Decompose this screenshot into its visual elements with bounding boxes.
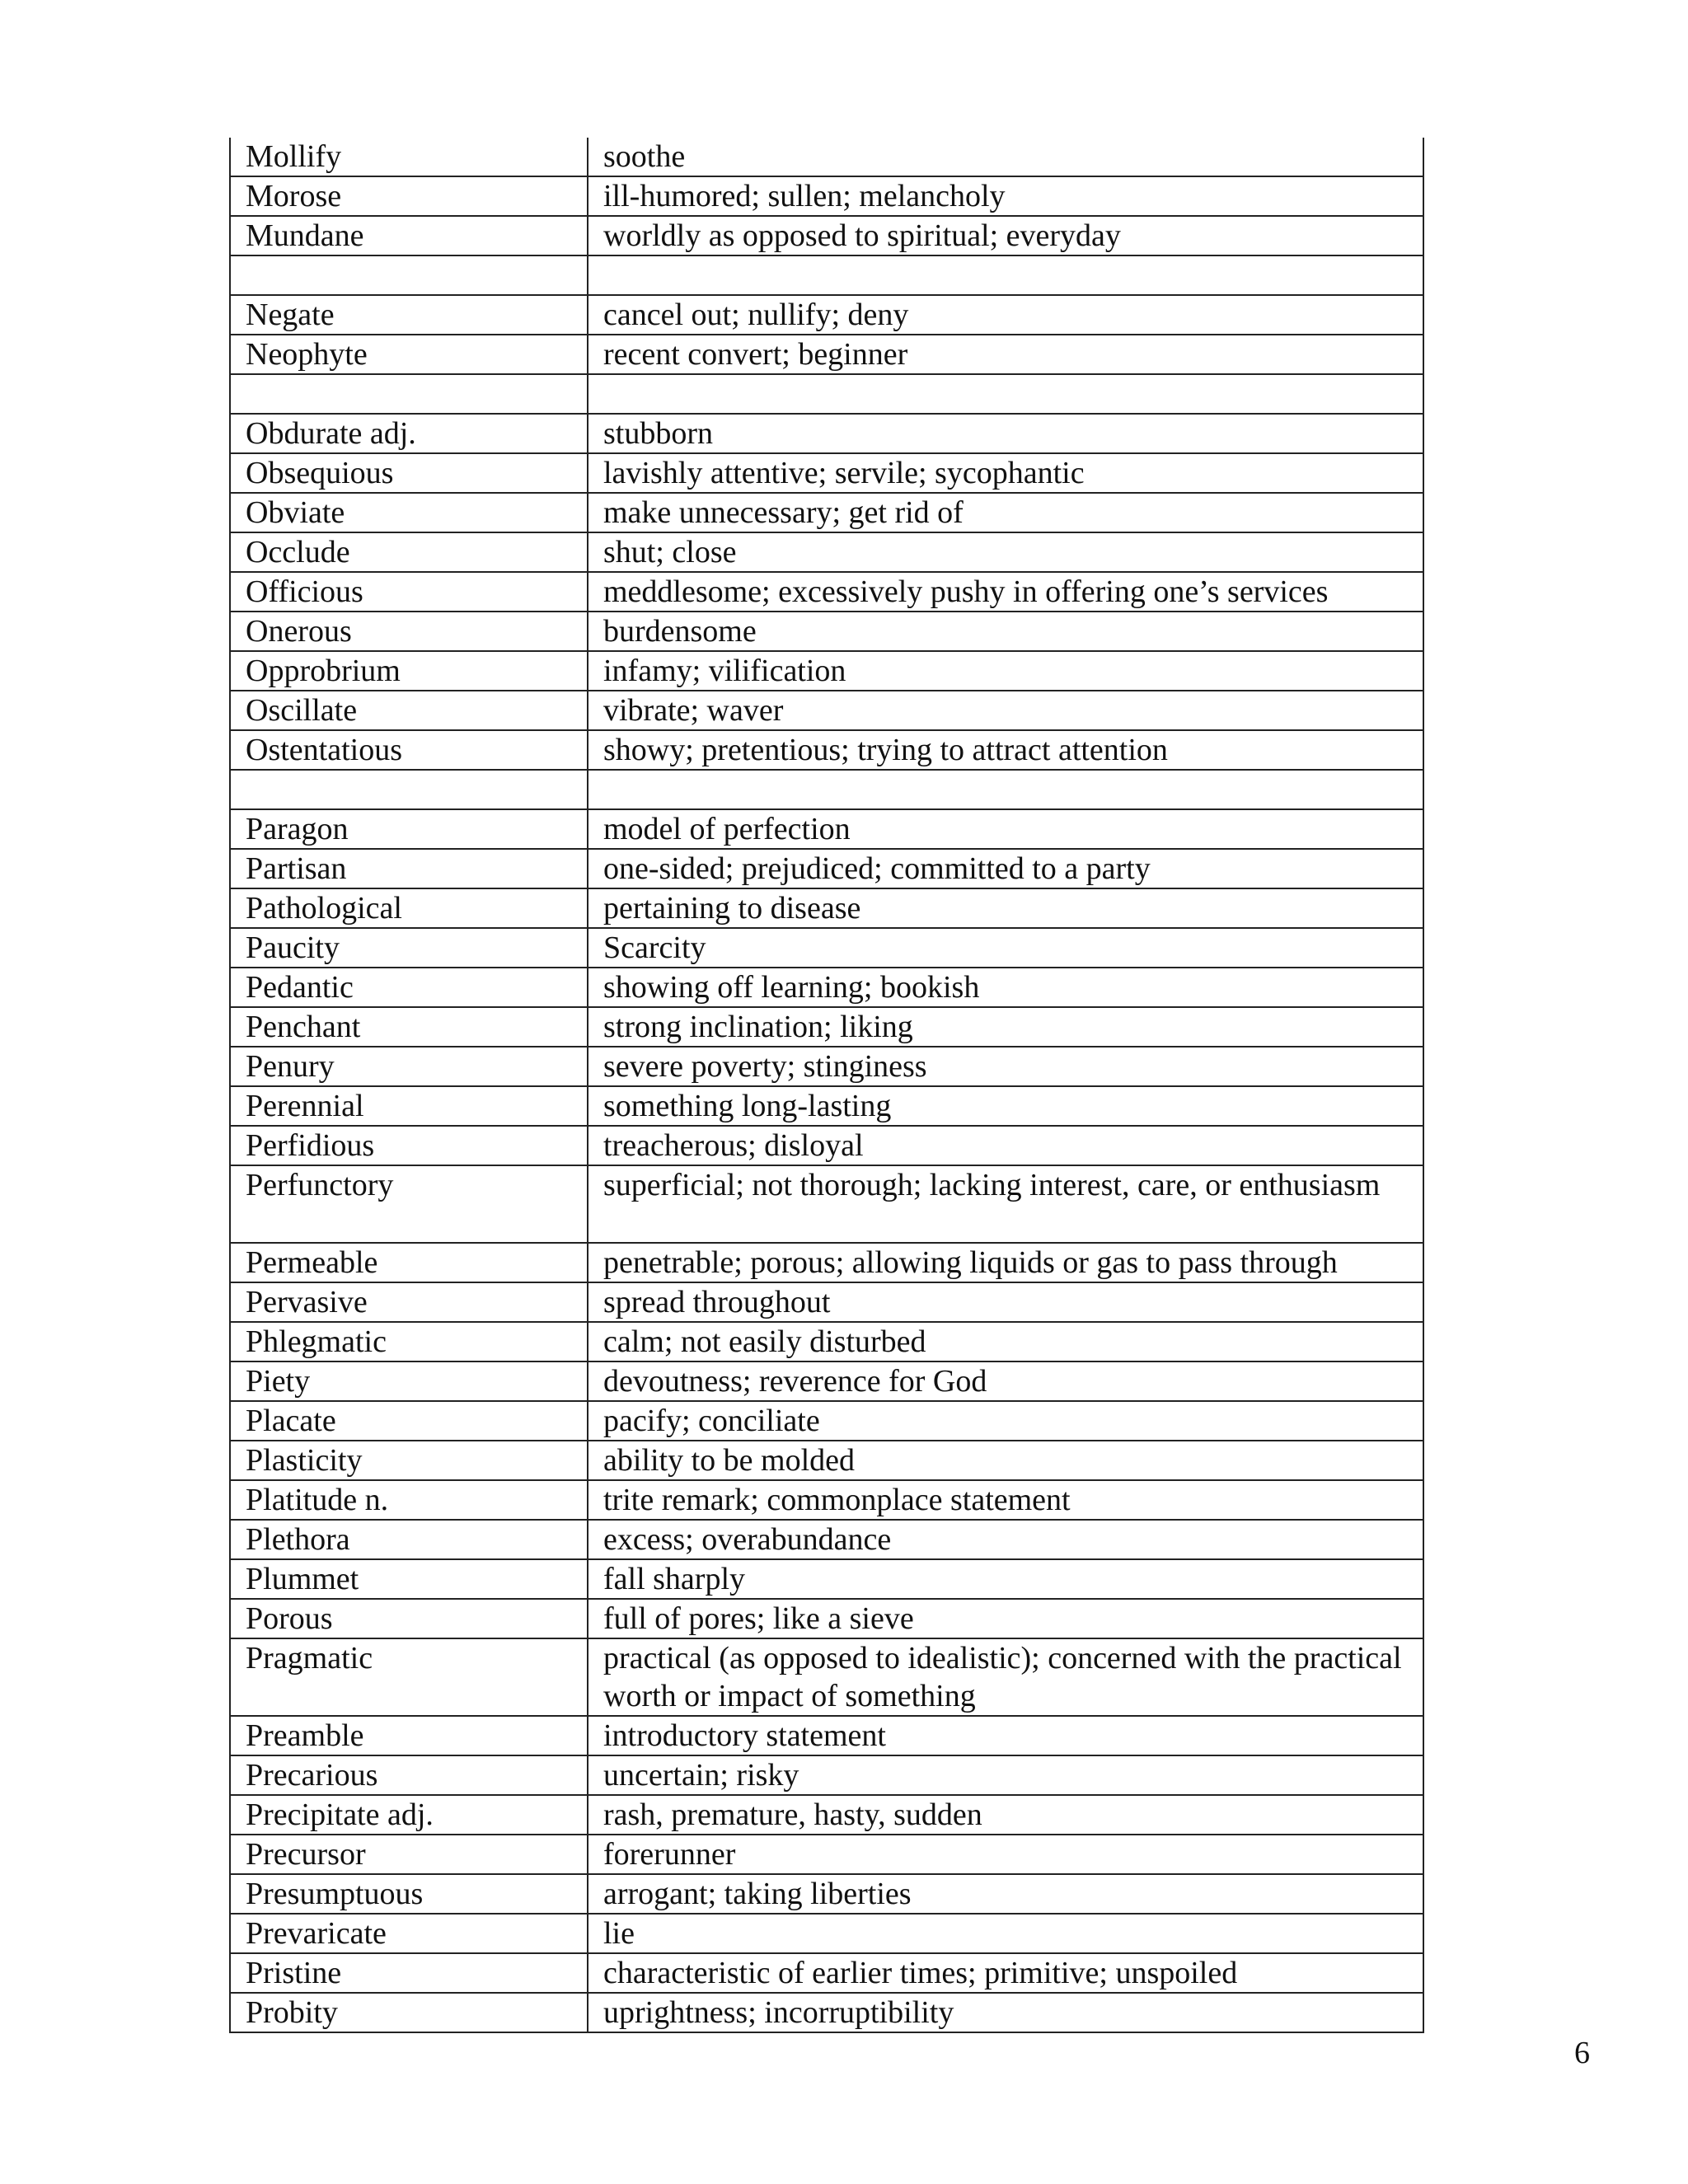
- table-row: [230, 1520, 1423, 1559]
- definition-cell: arrogant; taking liberties: [588, 1874, 1423, 1914]
- term-cell: Precursor: [230, 1835, 588, 1874]
- table-row: [230, 1874, 1423, 1914]
- table-row: [230, 1953, 1423, 1993]
- term-cell: Occlude: [230, 532, 588, 572]
- table-row: [230, 1716, 1423, 1755]
- definition-cell: uncertain; risky: [588, 1755, 1423, 1795]
- definition-cell: ill-humored; sullen; melancholy: [588, 176, 1423, 216]
- definition-cell: one-sided; prejudiced; committed to a party: [588, 849, 1423, 888]
- definition-cell: worldly as opposed to spiritual; everyday: [588, 216, 1423, 255]
- definition-cell: Scarcity: [588, 928, 1423, 968]
- term-cell: Morose: [230, 176, 588, 216]
- definition-cell: uprightness; incorruptibility: [588, 1993, 1423, 2032]
- term-cell: Pristine: [230, 1953, 588, 1993]
- table-row: [230, 1243, 1423, 1282]
- table-row: [230, 1047, 1423, 1086]
- table-row: [230, 1993, 1423, 2032]
- term-cell: Permeable: [230, 1243, 588, 1282]
- definition-cell: [588, 770, 1423, 809]
- term-cell: Pragmatic: [230, 1638, 588, 1716]
- term-cell: Plethora: [230, 1520, 588, 1559]
- table-row: [230, 532, 1423, 572]
- term-cell: Precarious: [230, 1755, 588, 1795]
- definition-cell: penetrable; porous; allowing liquids or gas to pass through: [588, 1243, 1423, 1282]
- definition-cell: pertaining to disease: [588, 888, 1423, 928]
- table-row: [230, 1165, 1423, 1243]
- definition-cell: forerunner: [588, 1835, 1423, 1874]
- term-cell: Prevaricate: [230, 1914, 588, 1953]
- term-cell: Paucity: [230, 928, 588, 968]
- term-cell: Pedantic: [230, 968, 588, 1007]
- table-row: [230, 1282, 1423, 1322]
- definition-cell: severe poverty; stinginess: [588, 1047, 1423, 1086]
- definition-cell: full of pores; like a sieve: [588, 1599, 1423, 1638]
- definition-cell: practical (as opposed to idealistic); concerned with the practical worth or impact of something: [588, 1638, 1423, 1716]
- definition-cell: fall sharply: [588, 1559, 1423, 1599]
- term-cell: Penchant: [230, 1007, 588, 1047]
- term-cell: Placate: [230, 1401, 588, 1441]
- table-row: [230, 216, 1423, 255]
- table-row: [230, 1441, 1423, 1480]
- term-cell: Pervasive: [230, 1282, 588, 1322]
- definition-cell: superficial; not thorough; lacking interest, care, or enthusiasm: [588, 1165, 1423, 1243]
- term-cell: Obsequious: [230, 453, 588, 493]
- term-cell: Mollify: [230, 138, 588, 176]
- table-row: [230, 1126, 1423, 1165]
- term-cell: Plummet: [230, 1559, 588, 1599]
- term-cell: [230, 770, 588, 809]
- definition-cell: shut; close: [588, 532, 1423, 572]
- term-cell: Ostentatious: [230, 730, 588, 770]
- vocabulary-table-body: [230, 138, 1423, 2032]
- table-row: [230, 651, 1423, 691]
- term-cell: Pathological: [230, 888, 588, 928]
- term-cell: Negate: [230, 295, 588, 335]
- term-cell: Perfidious: [230, 1126, 588, 1165]
- table-row: [230, 138, 1423, 176]
- definition-cell: infamy; vilification: [588, 651, 1423, 691]
- page-number: 6: [1574, 2036, 1590, 2070]
- table-row: [230, 691, 1423, 730]
- definition-cell: make unnecessary; get rid of: [588, 493, 1423, 532]
- table-row: [230, 335, 1423, 374]
- term-cell: Obdurate adj.: [230, 414, 588, 453]
- definition-cell: meddlesome; excessively pushy in offering one’s services: [588, 572, 1423, 612]
- term-cell: Phlegmatic: [230, 1322, 588, 1361]
- term-cell: Obviate: [230, 493, 588, 532]
- table-row: [230, 1007, 1423, 1047]
- table-row: [230, 1086, 1423, 1126]
- term-cell: Onerous: [230, 612, 588, 651]
- term-cell: Partisan: [230, 849, 588, 888]
- definition-cell: pacify; conciliate: [588, 1401, 1423, 1441]
- definition-cell: soothe: [588, 138, 1423, 176]
- term-cell: Penury: [230, 1047, 588, 1086]
- definition-cell: ability to be molded: [588, 1441, 1423, 1480]
- definition-cell: characteristic of earlier times; primitive; unspoiled: [588, 1953, 1423, 1993]
- term-cell: Officious: [230, 572, 588, 612]
- term-cell: Oscillate: [230, 691, 588, 730]
- definition-cell: devoutness; reverence for God: [588, 1361, 1423, 1401]
- table-row: [230, 1795, 1423, 1835]
- definition-cell: spread throughout: [588, 1282, 1423, 1322]
- term-cell: [230, 255, 588, 295]
- definition-cell: showing off learning; bookish: [588, 968, 1423, 1007]
- term-cell: Preamble: [230, 1716, 588, 1755]
- table-row: [230, 1755, 1423, 1795]
- term-cell: Probity: [230, 1993, 588, 2032]
- term-cell: Mundane: [230, 216, 588, 255]
- definition-cell: trite remark; commonplace statement: [588, 1480, 1423, 1520]
- table-row: [230, 1638, 1423, 1716]
- definition-cell: strong inclination; liking: [588, 1007, 1423, 1047]
- definition-cell: burdensome: [588, 612, 1423, 651]
- definition-cell: something long-lasting: [588, 1086, 1423, 1126]
- term-cell: Perennial: [230, 1086, 588, 1126]
- definition-cell: showy; pretentious; trying to attract attention: [588, 730, 1423, 770]
- table-row: [230, 849, 1423, 888]
- table-row: [230, 493, 1423, 532]
- definition-cell: lie: [588, 1914, 1423, 1953]
- table-row: [230, 414, 1423, 453]
- definition-cell: excess; overabundance: [588, 1520, 1423, 1559]
- table-row: [230, 295, 1423, 335]
- term-cell: Plasticity: [230, 1441, 588, 1480]
- term-cell: Porous: [230, 1599, 588, 1638]
- table-row: [230, 770, 1423, 809]
- definition-cell: recent convert; beginner: [588, 335, 1423, 374]
- term-cell: Presumptuous: [230, 1874, 588, 1914]
- term-cell: Perfunctory: [230, 1165, 588, 1243]
- table-row: [230, 1559, 1423, 1599]
- term-cell: Piety: [230, 1361, 588, 1401]
- table-row: [230, 1401, 1423, 1441]
- definition-cell: stubborn: [588, 414, 1423, 453]
- term-cell: Paragon: [230, 809, 588, 849]
- table-row: [230, 453, 1423, 493]
- term-cell: Opprobrium: [230, 651, 588, 691]
- table-row: [230, 730, 1423, 770]
- table-row: [230, 255, 1423, 295]
- table-row: [230, 1914, 1423, 1953]
- definition-cell: calm; not easily disturbed: [588, 1322, 1423, 1361]
- table-row: [230, 1835, 1423, 1874]
- table-row: [230, 1322, 1423, 1361]
- table-row: [230, 888, 1423, 928]
- definition-cell: [588, 374, 1423, 414]
- definition-cell: cancel out; nullify; deny: [588, 295, 1423, 335]
- table-row: [230, 572, 1423, 612]
- vocabulary-table: [229, 138, 1424, 2033]
- definition-cell: [588, 255, 1423, 295]
- definition-cell: lavishly attentive; servile; sycophantic: [588, 453, 1423, 493]
- definition-cell: treacherous; disloyal: [588, 1126, 1423, 1165]
- definition-cell: model of perfection: [588, 809, 1423, 849]
- table-row: [230, 928, 1423, 968]
- table-row: [230, 176, 1423, 216]
- table-row: [230, 1361, 1423, 1401]
- table-row: [230, 1599, 1423, 1638]
- table-row: [230, 968, 1423, 1007]
- definition-cell: introductory statement: [588, 1716, 1423, 1755]
- definition-cell: rash, premature, hasty, sudden: [588, 1795, 1423, 1835]
- table-row: [230, 374, 1423, 414]
- definition-cell: vibrate; waver: [588, 691, 1423, 730]
- table-row: [230, 612, 1423, 651]
- table-row: [230, 1480, 1423, 1520]
- term-cell: [230, 374, 588, 414]
- table-row: [230, 809, 1423, 849]
- term-cell: Platitude n.: [230, 1480, 588, 1520]
- term-cell: Precipitate adj.: [230, 1795, 588, 1835]
- term-cell: Neophyte: [230, 335, 588, 374]
